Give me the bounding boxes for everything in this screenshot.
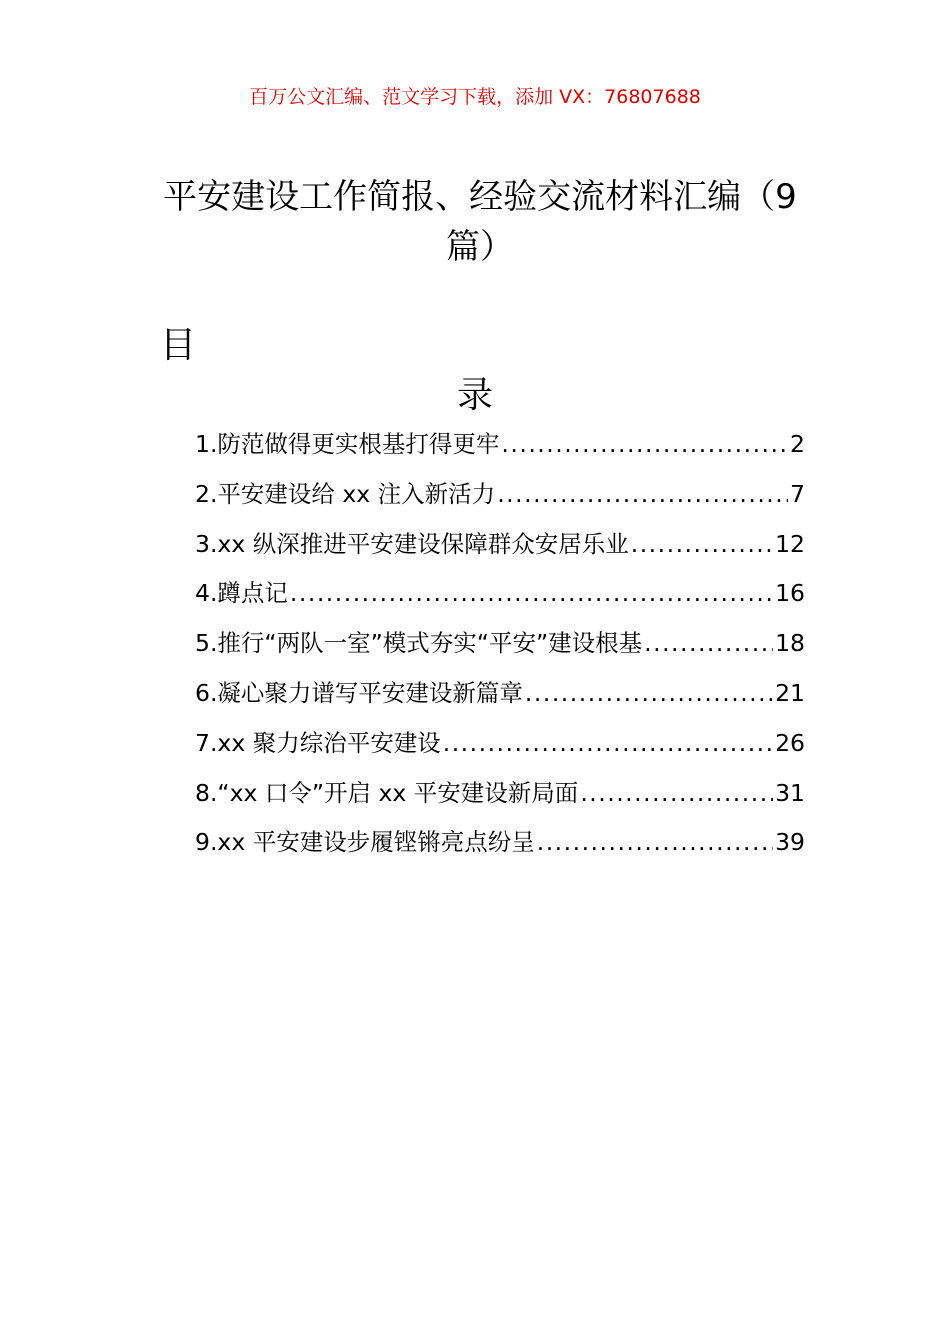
toc-entry-title: 2.平安建设给 xx 注入新活力: [195, 479, 496, 508]
toc-entry-title: 3.xx 纵深推进平安建设保障群众安居乐业: [195, 529, 629, 558]
toc-entry[interactable]: [195, 820, 805, 870]
toc-entry-page: 18: [775, 629, 805, 658]
toc-entry-title: 1.防范做得更实根基打得更牢: [195, 430, 500, 458]
toc-entry[interactable]: [195, 422, 805, 472]
header-promo-note: 百万公文汇编、范文学习下载，添加 VX：76807688: [249, 86, 701, 108]
toc-entry[interactable]: [195, 571, 805, 621]
toc-entry-title: 4.蹲点记: [195, 579, 288, 608]
toc-entry-page: 26: [775, 728, 805, 757]
toc-heading-first-char: 目: [160, 325, 197, 366]
toc-entry[interactable]: [195, 522, 805, 572]
toc-entry-page: 39: [775, 828, 805, 857]
toc-entry-title: 6.凝心聚力谱写平安建设新篇章: [195, 678, 523, 707]
document-title: 平安建设工作简报、经验交流材料汇编（9 篇）: [163, 177, 797, 267]
toc-entry[interactable]: [195, 621, 805, 671]
toc-entry-title: 5.推行“两队一室”模式夯实“平安”建设根基: [195, 629, 643, 658]
toc-dot-leader: [580, 771, 773, 815]
toc-entry[interactable]: [195, 721, 805, 771]
toc-dot-leader: [501, 422, 788, 466]
toc-entry[interactable]: [195, 771, 805, 821]
toc-entry-page: 16: [775, 579, 805, 608]
toc-entry-page: 21: [775, 678, 805, 707]
toc-dot-leader: [631, 522, 773, 566]
toc-dot-leader: [443, 721, 773, 765]
toc-dot-leader: [497, 472, 788, 516]
toc-entry-title: 7.xx 聚力综治平安建设: [195, 728, 441, 757]
toc-entry-title: 8.“xx 口令”开启 xx 平安建设新局面: [195, 778, 579, 807]
toc-entry-page: 31: [775, 778, 805, 807]
toc-heading-second-char: 录: [456, 375, 493, 416]
toc-dot-leader: [525, 671, 773, 715]
toc-dot-leader: [644, 621, 773, 665]
toc-dot-leader: [290, 571, 773, 615]
toc-entry[interactable]: [195, 671, 805, 721]
toc-entry-title: 9.xx 平安建设步履铿锵亮点纷呈: [195, 828, 535, 857]
toc-entry-page: 2: [790, 430, 805, 458]
toc-entry-page: 12: [775, 529, 805, 558]
table-of-contents: [195, 422, 805, 870]
toc-entry[interactable]: [195, 472, 805, 522]
toc-dot-leader: [537, 820, 773, 864]
toc-entry-page: 7: [790, 479, 805, 508]
